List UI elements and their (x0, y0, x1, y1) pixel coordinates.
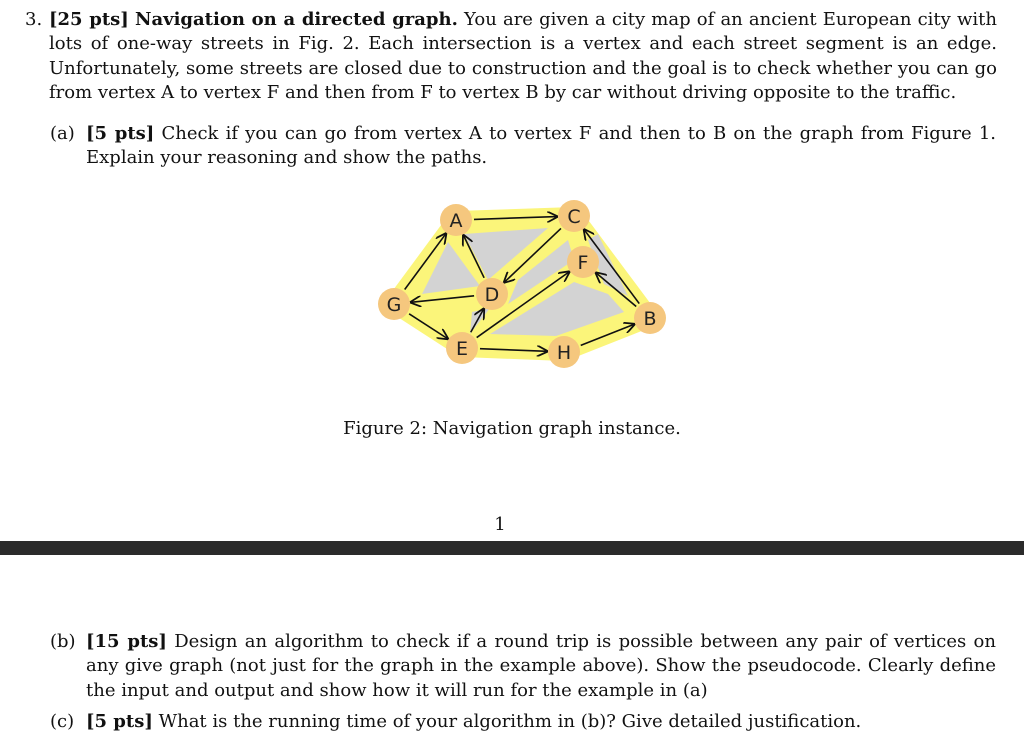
node-label: E (455, 338, 469, 360)
part-a (50, 122, 996, 171)
node-label: A (449, 210, 463, 232)
problem-number: 3. (25, 9, 43, 30)
node-label: C (567, 206, 581, 228)
figure-caption: Figure 2: Navigation graph instance. (343, 418, 681, 439)
graph-svg (378, 200, 678, 380)
part-c-text: What is the running time of your algorithm in (b)? Give detailed justification. (158, 711, 862, 732)
node-label: G (386, 294, 402, 316)
part-a-label: (a) (50, 123, 75, 144)
part-b (50, 630, 996, 703)
navigation-graph-figure (378, 200, 678, 380)
node-h (548, 336, 580, 368)
problem-title: Navigation on a directed graph. (135, 9, 458, 30)
node-g (378, 288, 410, 320)
node-label: H (556, 342, 572, 364)
node-e (446, 332, 478, 364)
node-b (634, 302, 666, 334)
page-number: 1 (494, 514, 506, 535)
part-c-points: [5 pts] (86, 711, 153, 732)
node-d (476, 278, 508, 310)
problem-points: [25 pts] (49, 9, 129, 30)
node-label: B (643, 308, 657, 330)
part-c (50, 710, 996, 734)
part-b-text: Design an algorithm to check if a round trip is possible between any pair of vertices on any give graph (not just for the graph in the example above). Show the pseudocode. Clearly define the input and output and show how it will run for the example in (a) (86, 631, 996, 701)
node-label: F (577, 252, 589, 274)
page-divider (0, 541, 1024, 555)
node-c (558, 200, 590, 232)
node-a (440, 204, 472, 236)
part-a-text: Check if you can go from vertex A to vertex F and then to B on the graph from Figure 1. Explain your reasoning and show the paths. (86, 123, 996, 169)
problem-statement (25, 8, 997, 105)
part-c-label: (c) (50, 711, 75, 732)
problem-body: You are given a city map of an ancient European city with lots of one-way streets in Fig. 2. Each intersection is a vertex and each street segment is an edge. Unfortunately, some streets are closed due to construction and the goal is to check whether you can go from vertex A to vertex F and then from F to vertex B by car without driving opposite to the traffic. (49, 9, 997, 103)
part-b-points: [15 pts] (86, 631, 167, 652)
node-label: D (484, 284, 500, 306)
part-a-points: [5 pts] (86, 123, 155, 144)
node-f (567, 246, 599, 278)
part-b-label: (b) (50, 631, 76, 652)
